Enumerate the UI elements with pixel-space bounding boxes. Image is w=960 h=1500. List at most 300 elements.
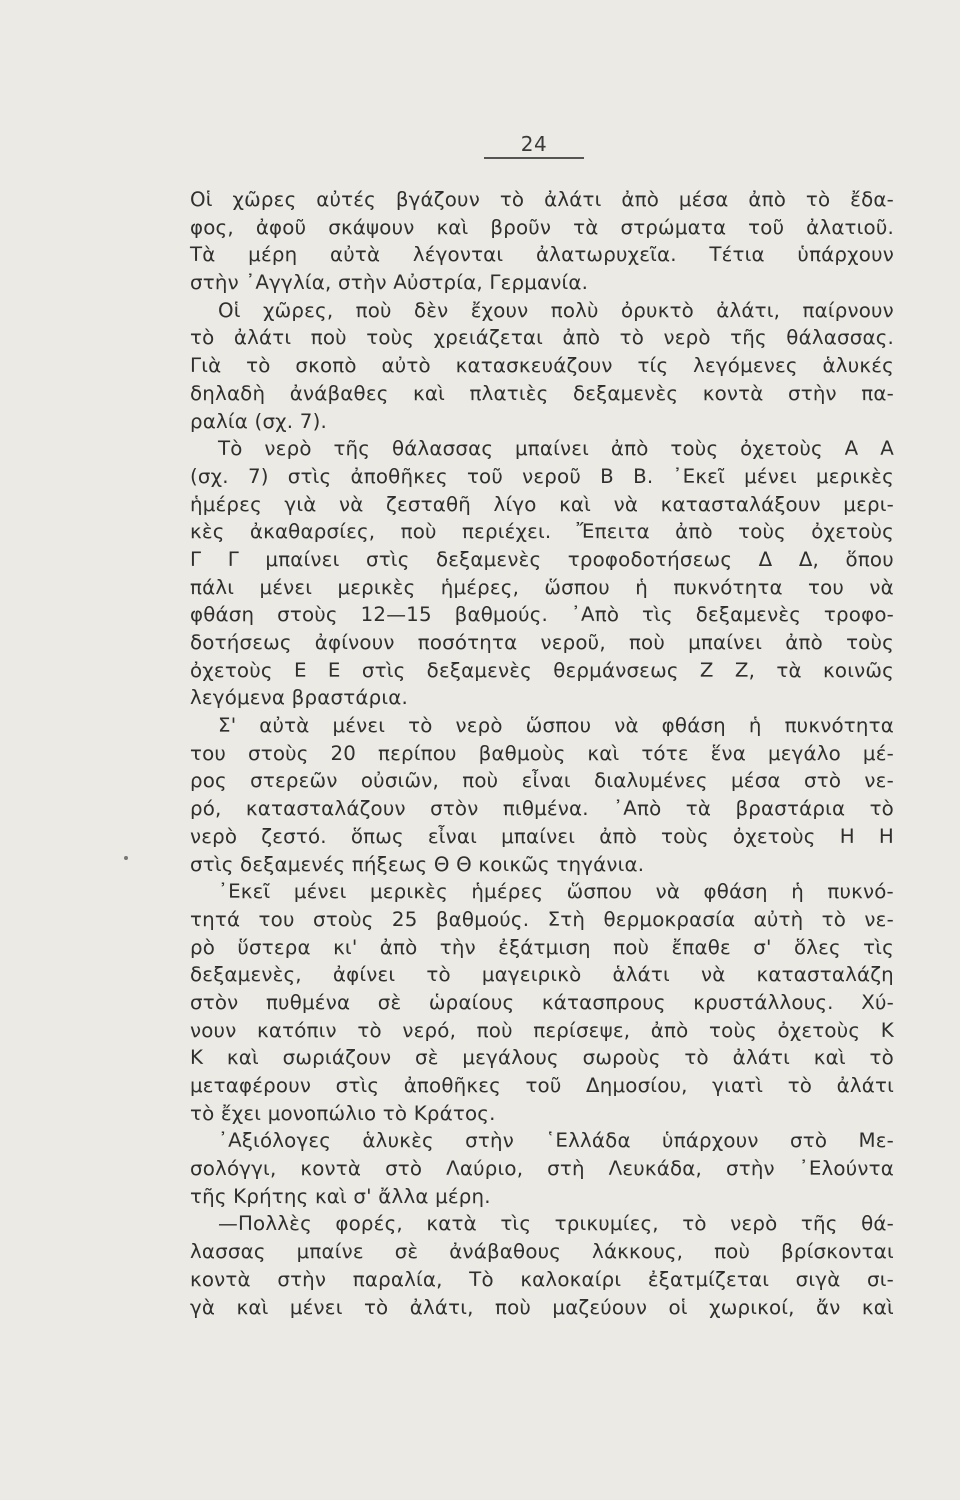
text-line — [190, 214, 894, 242]
word: τοὺς — [846, 631, 894, 654]
word: αὐτὰ — [329, 243, 381, 267]
word: ὥσπου — [525, 714, 592, 738]
word: ζεστό. — [261, 824, 327, 848]
word: μερικὲς — [370, 880, 448, 904]
word: ἀλάτι, — [716, 298, 781, 322]
word: νὰ — [338, 492, 364, 516]
word: φος, — [190, 215, 234, 239]
word: ἀπὸ — [610, 437, 649, 461]
word: του — [258, 907, 295, 931]
word: νὰ — [655, 880, 681, 904]
word: ᾿Απὸ — [613, 797, 662, 821]
word: νὰ — [614, 714, 639, 738]
word: θερμάνσεως — [553, 658, 679, 682]
word: τὸ — [426, 963, 451, 987]
word: στὸν — [430, 797, 479, 821]
word: ποὺ — [462, 769, 499, 793]
word: ἀπὸ — [379, 935, 418, 959]
word: τὶς — [863, 935, 894, 959]
word: νὰ — [869, 575, 894, 599]
word: τὸ — [805, 188, 831, 211]
word: τῆς — [730, 326, 767, 350]
word: φθάση — [190, 603, 255, 627]
word: μένει — [744, 464, 797, 488]
word: Α — [880, 437, 894, 461]
text-line — [190, 435, 894, 463]
word: λέγονται — [412, 243, 504, 267]
word: τροφοδοτήσεως — [567, 547, 733, 571]
word: γιὰ — [284, 492, 317, 516]
word: στοὺς — [277, 603, 338, 627]
word: φθάση — [661, 714, 726, 738]
word: στοὺς — [247, 741, 309, 765]
word: ὅλες — [793, 935, 841, 959]
word: σκοπὸ — [295, 354, 357, 378]
word: μαζεύουν — [552, 1295, 648, 1319]
word: ἀνάβαθες — [289, 381, 389, 405]
text-line — [190, 906, 894, 934]
word: Κ — [190, 1046, 204, 1070]
word: σὲ — [414, 1046, 439, 1070]
word: τῆς — [800, 1212, 838, 1236]
word: λεγόμενες — [693, 354, 798, 378]
word: 12—15 — [360, 603, 432, 627]
word: (σχ. — [190, 464, 229, 488]
word: γὰ — [190, 1295, 216, 1319]
word: μέ- — [862, 741, 894, 765]
word: οἱ — [668, 1295, 688, 1319]
word: κατασταλάζη — [756, 963, 894, 987]
word: μπαίνει — [688, 631, 763, 654]
word: του — [808, 575, 845, 599]
word: τητά — [190, 907, 241, 931]
word: Α — [844, 437, 859, 461]
word: στὸ — [385, 1157, 423, 1181]
word: αὐτές — [316, 188, 376, 211]
text-line: ραλία (σχ. 7). — [190, 409, 327, 433]
word: καὶ — [436, 215, 469, 239]
word: μεταφέρουν — [190, 1074, 312, 1097]
word: δὲν — [413, 298, 449, 322]
word: χῶρες, — [262, 298, 334, 322]
word: δοτήσεως — [190, 631, 292, 654]
word: —Πολλὲς — [218, 1212, 312, 1236]
word: δεξαμενὲς — [572, 381, 679, 405]
word: ἀλάτι — [836, 1074, 894, 1097]
word: κι' — [333, 935, 358, 959]
word: ὑπάρχουν — [797, 243, 894, 267]
text-line — [190, 574, 894, 602]
word: θερμοκρασία — [603, 907, 736, 931]
word: κατόπιν — [257, 1018, 337, 1042]
word: Τέτια — [709, 243, 765, 267]
word: κατασκευάζουν — [455, 354, 613, 378]
word: νερό, — [402, 1018, 457, 1042]
text-line — [190, 601, 894, 629]
word: πυκνό- — [827, 880, 894, 904]
word: Λευκάδα, — [608, 1157, 703, 1181]
word: ἀνάβαθους — [449, 1240, 562, 1264]
word: Τὸ — [469, 1267, 494, 1291]
word: μερι- — [843, 492, 894, 516]
word: καὶ — [813, 1046, 846, 1070]
word: ἀλατιοῦ. — [806, 215, 894, 239]
word: μένει — [293, 880, 347, 904]
word: ἔδα- — [850, 188, 894, 211]
word: ἀλάτι — [544, 188, 602, 211]
word: τὸ — [246, 354, 271, 378]
word: τὴν — [439, 935, 476, 959]
word: τοὺς — [366, 326, 415, 350]
word: Ἔπειτα — [576, 520, 650, 544]
text-line — [190, 823, 894, 851]
word: τὶς — [500, 1212, 532, 1236]
word: Δ, — [798, 547, 820, 571]
word: μεγάλο — [767, 741, 841, 765]
text-line — [190, 518, 894, 546]
word: στὸ — [789, 1129, 828, 1153]
word: ὡραίους — [428, 990, 515, 1014]
text-line — [190, 1127, 894, 1155]
word: οὐσιῶν, — [360, 769, 439, 793]
word: ἀφίνουν — [314, 631, 395, 654]
word: στὶς — [287, 464, 332, 488]
word: στὴ — [547, 1157, 585, 1181]
word: Η — [878, 824, 894, 848]
word: στρώματα — [620, 215, 727, 239]
word: στὸ — [803, 769, 842, 793]
word: ποὺ — [714, 1240, 751, 1264]
word: χρειάζεται — [433, 326, 544, 350]
text-line — [190, 878, 894, 906]
word: εἶναι — [521, 769, 571, 793]
word: κοινῶς — [823, 658, 894, 682]
word: αὐτὰ — [259, 714, 310, 738]
body-text — [190, 186, 894, 1321]
text-line — [190, 712, 894, 740]
print-speck — [124, 856, 128, 860]
word: στοὺς — [312, 907, 374, 931]
word: τότε — [641, 741, 689, 765]
word: τὸ — [408, 714, 433, 738]
word: καὶ — [559, 492, 592, 516]
word: σωροὺς — [582, 1046, 661, 1070]
word: τῆς — [333, 437, 371, 461]
word: μπαίνε — [296, 1240, 364, 1264]
word: βραστάρια — [735, 797, 846, 821]
word: στὶς — [361, 658, 406, 682]
word: ἁλυκὲς — [362, 1129, 434, 1153]
word: Ε — [293, 658, 307, 682]
word: κατὰ — [426, 1212, 477, 1236]
word: μπαίνει — [265, 547, 340, 571]
word: ζεσταθῆ — [386, 492, 471, 516]
word: τὸ — [821, 907, 847, 931]
word: σιγὰ — [795, 1267, 841, 1291]
text-line — [190, 989, 894, 1017]
word: αὐτὸ — [381, 354, 431, 378]
word: λίγο — [493, 492, 537, 516]
word: θάλασσας — [391, 437, 494, 461]
text-line — [190, 546, 894, 574]
text-line — [190, 186, 894, 214]
word: κὲς — [190, 520, 225, 544]
word: ὀχετοὺς — [811, 520, 894, 544]
word: νερὸ — [264, 437, 312, 461]
word: νερὸ — [730, 1212, 778, 1236]
word: νεροῦ, — [540, 631, 606, 654]
word: δεξαμενὲς — [695, 603, 802, 627]
word: Τὸ — [218, 437, 243, 461]
word: νεροῦ — [522, 464, 582, 488]
text-line — [190, 1072, 894, 1100]
word: στὴν — [465, 1129, 514, 1153]
word: του — [190, 741, 227, 765]
word: ἡμέρες — [471, 880, 544, 904]
word: μεγάλους — [462, 1046, 559, 1070]
word: 25 — [391, 907, 418, 931]
word: σωριάζουν — [282, 1046, 392, 1070]
word: ᾿Απὸ — [570, 603, 620, 627]
text-line — [190, 767, 894, 795]
word: μένει — [259, 575, 313, 599]
word: τὸ — [619, 326, 645, 350]
word: δεξαμενὲς — [426, 658, 532, 682]
word: σι- — [867, 1267, 894, 1291]
word: τὶς — [642, 603, 673, 627]
word: νὰ — [700, 963, 726, 987]
word: θά- — [861, 1212, 894, 1236]
word: ᾿Εκεῖ — [672, 464, 725, 488]
word: ποσότητα — [417, 631, 518, 654]
word: καὶ — [226, 1046, 259, 1070]
word: ᾿Αξιόλογες — [218, 1129, 332, 1153]
word: τοῦ — [466, 464, 503, 488]
word: κατασταλάξουν — [660, 492, 821, 516]
word: χωρικοί, — [709, 1295, 795, 1319]
word: νερὸ — [455, 714, 503, 738]
word: τὸ — [499, 188, 525, 211]
word: θάλασσας. — [786, 326, 894, 350]
word: καὶ — [236, 1295, 269, 1319]
word: πάλι — [190, 575, 235, 599]
word: χῶρες — [232, 188, 297, 211]
text-line — [190, 657, 894, 685]
word: ὀχετοὺς — [732, 824, 816, 848]
word: Η — [839, 824, 855, 848]
word: περίσεψε, — [533, 1018, 631, 1042]
word: ἀλάτι — [233, 326, 292, 350]
word: μερικὲς — [337, 575, 416, 599]
word: Σ' — [218, 714, 237, 738]
word: ἡ — [791, 880, 804, 904]
text-line — [190, 1238, 894, 1266]
word: πλατιὲς — [469, 381, 549, 405]
word: τὸ — [869, 1046, 894, 1070]
text-line: τὸ ἔχει μονοπώλιο τὸ Κράτος. — [190, 1101, 496, 1125]
word: κοντὰ — [300, 1157, 362, 1181]
word: ἀλάτι — [732, 1046, 790, 1070]
text-line: στὴν ᾿Αγγλία, στὴν Αὐστρία, Γερμανία. — [190, 271, 589, 295]
word: ὀρυκτὸ — [621, 298, 694, 322]
word: κατασταλάζουν — [245, 797, 406, 821]
text-line — [190, 1210, 894, 1238]
word: ποὺ — [476, 1018, 513, 1042]
word: ποὺ — [355, 298, 392, 322]
word: πυθμένα — [265, 990, 351, 1014]
word: Στὴ — [547, 907, 586, 931]
word: στὶς — [365, 547, 410, 571]
word: τὸ — [190, 326, 215, 350]
word: τὸ — [357, 1018, 382, 1042]
text-line — [190, 463, 894, 491]
word: Ζ — [699, 658, 714, 682]
word: λασσας — [190, 1240, 266, 1264]
word: εἶναι — [427, 824, 478, 848]
text-line — [190, 1017, 894, 1045]
text-line — [190, 352, 894, 380]
word: πυκνότητα — [784, 714, 894, 738]
word: ποὺ — [400, 520, 437, 544]
word: τὰ — [573, 215, 599, 239]
word: ῾Ελλάδα — [545, 1129, 631, 1153]
word: Οἱ — [190, 188, 213, 211]
word: παραλία, — [352, 1267, 443, 1291]
word: κρυστάλλους. — [693, 990, 834, 1014]
word: κάτασπρους — [541, 990, 666, 1014]
word: τὰ — [776, 658, 802, 682]
word: βγάζουν — [395, 188, 480, 211]
word: ἔχουν — [470, 298, 529, 322]
word: ἀπὸ — [562, 326, 601, 350]
word: 20 — [330, 741, 357, 765]
word: ἁλυκές — [822, 354, 894, 378]
word: νουν — [190, 1018, 237, 1042]
word: τοῦ — [748, 215, 785, 239]
word: σολόγγι, — [190, 1157, 277, 1181]
word: δεξαμενὲς, — [190, 963, 302, 987]
word: ἐξάτμιση — [498, 935, 591, 959]
word: λάκκους, — [592, 1240, 684, 1264]
word: ὀχετοὺς — [740, 437, 823, 461]
word: καὶ — [587, 741, 620, 765]
word: ἁλάτι — [612, 963, 670, 987]
word: καὶ — [413, 381, 445, 405]
word: ἕνα — [710, 741, 747, 765]
word: μερικὲς — [816, 464, 894, 488]
word: Κ — [880, 1018, 894, 1042]
word: ρό, — [190, 797, 222, 821]
word: τὸ — [682, 1212, 707, 1236]
word: τροφο- — [823, 603, 894, 627]
word: ρος — [190, 769, 227, 793]
page-number: 24 — [520, 132, 548, 156]
text-line — [190, 740, 894, 768]
word: τοὺς — [738, 520, 786, 544]
word: βαθμούς. — [435, 907, 530, 931]
word: νὰ — [613, 492, 639, 516]
word: νερὸ — [190, 824, 238, 848]
page-number-underline — [484, 157, 584, 159]
word: βαθμούς. — [454, 603, 549, 627]
word: ὀχετοὺς — [777, 1018, 861, 1042]
text-line — [190, 241, 894, 269]
word: μαγειρικὸ — [481, 963, 582, 987]
word: ἀπὸ — [675, 520, 713, 544]
word: τὸ — [869, 797, 894, 821]
word: Με- — [858, 1129, 894, 1153]
word: ποὺ — [613, 935, 650, 959]
word: ᾿Εκεῖ — [218, 880, 271, 904]
word: σκάψουν — [328, 215, 415, 239]
word: τὰ — [685, 797, 712, 821]
text-line — [190, 795, 894, 823]
word: τοῦ — [525, 1074, 562, 1097]
word: μπαίνει — [515, 437, 590, 461]
word: μέσα — [731, 769, 781, 793]
word: τὸ — [787, 1074, 813, 1097]
text-line: στὶς δεξαμενές πήξεως Θ Θ κοικῶς τηγάνια. — [190, 852, 645, 876]
text-line — [190, 380, 894, 408]
word: ἀπὸ — [599, 824, 637, 848]
word: Γ — [190, 547, 202, 571]
text-line: λεγόμενα βραστάρια. — [190, 686, 408, 710]
word: κοντὰ — [702, 381, 764, 405]
word: ὕστερα — [237, 935, 311, 959]
text-line — [190, 1044, 894, 1072]
text-line — [190, 961, 894, 989]
word: ποὺ — [628, 631, 665, 654]
word: Ε — [327, 658, 341, 682]
word: στὶς — [335, 1074, 380, 1097]
word: διαλυμένες — [594, 769, 708, 793]
word: τρικυμίες, — [554, 1212, 659, 1236]
word: στὴν — [277, 1267, 327, 1291]
text-line — [190, 1155, 894, 1183]
word: ἡ — [748, 714, 762, 738]
word: τοὺς — [670, 437, 719, 461]
word: καλοκαίρι — [520, 1267, 622, 1291]
word: νε- — [864, 907, 894, 931]
word: Γ — [227, 547, 239, 571]
word: στὴν — [787, 381, 837, 405]
word: πυκνότητα — [673, 575, 783, 599]
text-line: τῆς Κρήτης καὶ σ' ἄλλα μέρη. — [190, 1184, 491, 1208]
word: Δημοσίου, — [586, 1074, 688, 1097]
word: ἀφοῦ — [255, 215, 307, 239]
word: ἀποθῆκες — [350, 464, 448, 488]
word: μένει — [332, 714, 386, 738]
word: σὲ — [394, 1240, 419, 1264]
word: ἔπαθε — [671, 935, 731, 959]
word: ἀκαθαρσίες, — [249, 520, 376, 544]
word: Β — [600, 464, 614, 488]
word: μέρη — [248, 243, 298, 267]
word: τὸ — [684, 1046, 709, 1070]
word: περίπου — [377, 741, 457, 765]
word: ποὺ — [494, 1295, 532, 1319]
word: δηλαδὴ — [190, 381, 266, 405]
text-line — [190, 1294, 894, 1322]
word: μέσα — [678, 188, 729, 211]
word: ἡμέρες — [190, 492, 262, 516]
word: φορές, — [335, 1212, 403, 1236]
word: Β. — [633, 464, 654, 488]
word: περιέχει. — [461, 520, 552, 544]
word: φθάση — [703, 880, 768, 904]
word: σὲ — [377, 990, 402, 1014]
word: καὶ — [861, 1295, 894, 1319]
